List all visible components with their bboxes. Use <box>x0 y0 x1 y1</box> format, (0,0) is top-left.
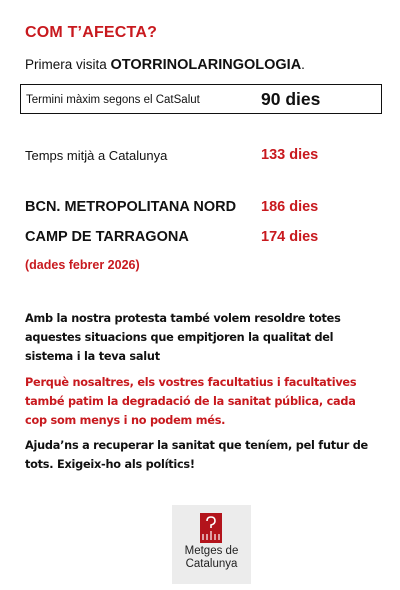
max-wait-label: Termini màxim segons el CatSalut <box>26 94 200 106</box>
logo-mark-icon <box>200 513 222 543</box>
page-heading: COM T’AFECTA? <box>25 24 158 41</box>
visit-suffix: . <box>301 57 305 72</box>
paragraph-call-to-action: Ajuda’ns a recuperar la sanitat que teníem, pel futur de tots. Exigeix-ho als polítics! <box>25 439 368 471</box>
metges-de-catalunya-logo <box>172 505 251 584</box>
logo-text-line1: Metges de <box>184 545 239 557</box>
visit-prefix: Primera visita <box>25 57 111 72</box>
logo-text-line2: Catalunya <box>185 558 238 570</box>
first-visit-line <box>25 57 305 73</box>
logo-text <box>172 545 251 571</box>
catalonia-avg-value: 133 dies <box>261 147 319 163</box>
paragraph-degradation: Perquè nosaltres, els vostres facultatius i facultatives també patim la degradació de la sanitat pública, cada cop som menys i no podem més. <box>25 376 357 427</box>
max-wait-value: 90 dies <box>261 89 321 109</box>
date-note: (dades febrer 2026) <box>25 258 140 272</box>
region-name-2: CAMP DE TARRAGONA <box>25 229 189 245</box>
specialty-name: OTORRINOLARINGOLOGIA <box>110 57 302 73</box>
region-name-1: BCN. METROPOLITANA NORD <box>25 199 237 215</box>
region-value-2: 174 dies <box>261 229 319 245</box>
catalonia-avg-label: Temps mitjà a Catalunya <box>25 148 168 163</box>
region-value-1: 186 dies <box>261 199 319 215</box>
max-wait-box <box>20 84 382 114</box>
paragraph-protest: Amb la nostra protesta també volem resoldre totes aquestes situacions que empitjoren la qualitat del sistema i la teva salut <box>25 312 341 363</box>
